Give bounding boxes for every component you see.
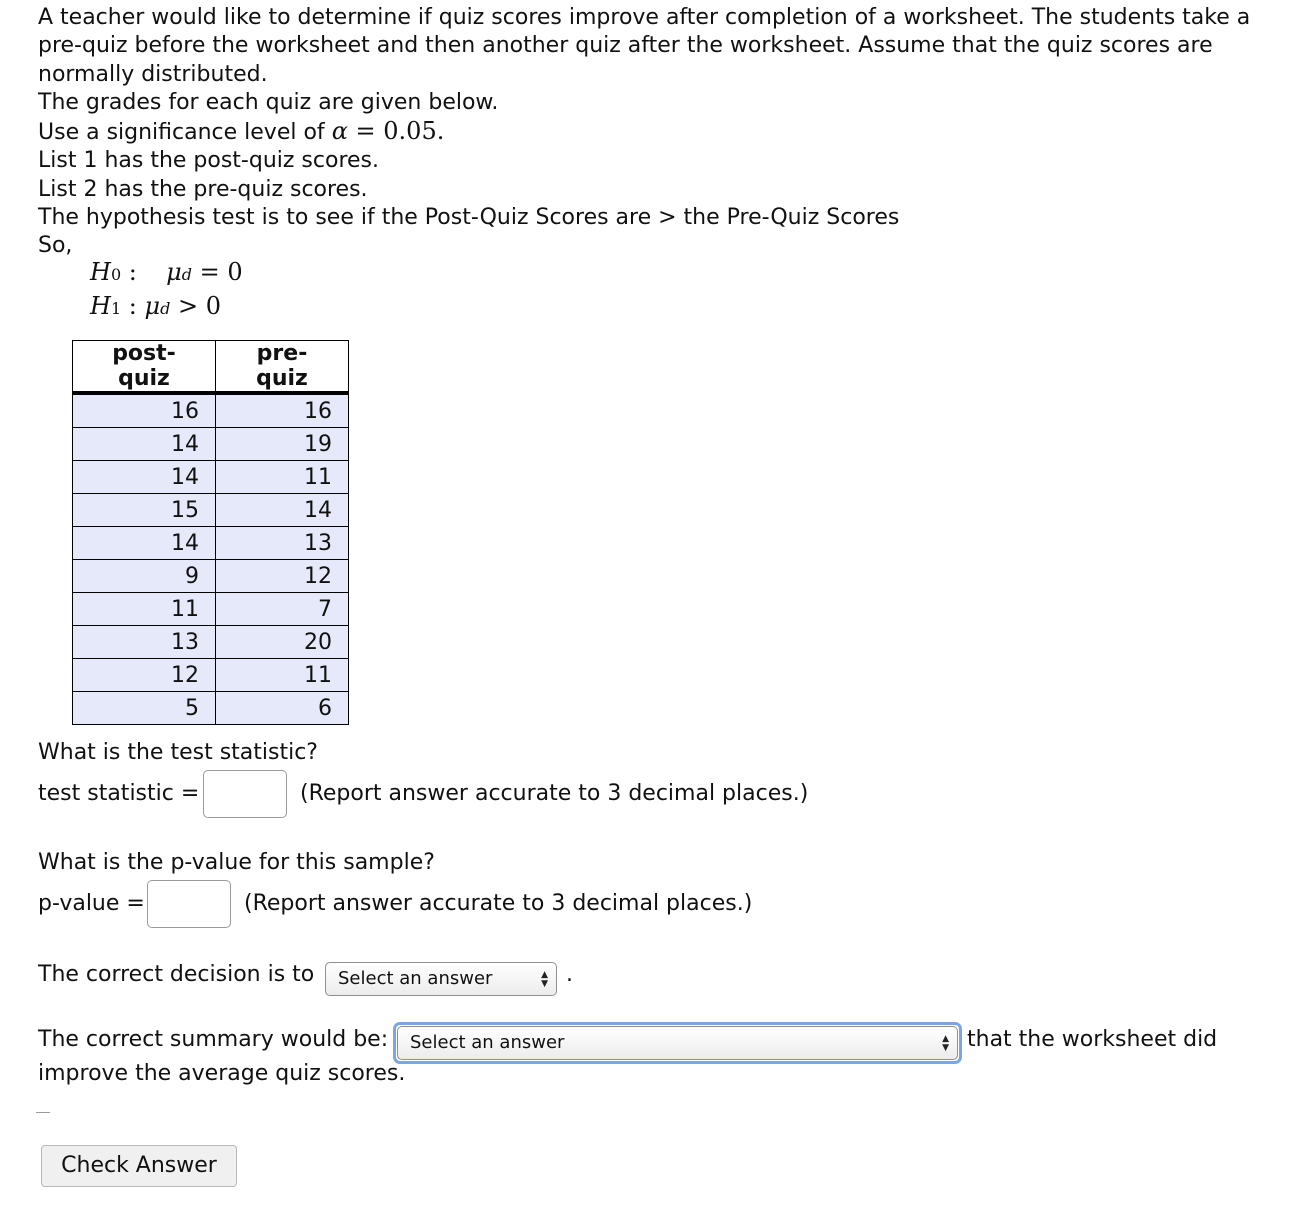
- p-value-input[interactable]: [147, 880, 231, 928]
- problem-statement: [38, 4, 1288, 261]
- alpha-equals: =: [347, 117, 384, 146]
- h1-symbol: H: [90, 292, 111, 320]
- so-text: So,: [38, 233, 73, 259]
- h1-relation: > 0: [170, 292, 221, 320]
- test-statistic-question: What is the test statistic?: [38, 740, 318, 765]
- h0-relation: = 0: [191, 258, 243, 286]
- scores-table: [72, 340, 349, 725]
- h0-mu-subscript: d: [181, 265, 192, 284]
- significance-line: [38, 117, 1288, 147]
- intro-text: A teacher would like to determine if quiz scores improve after completion of a worksheet. The students take a pre-quiz before the worksheet and then another quiz after the worksheet. Assume that the quiz scores are normally distributed.: [38, 5, 1251, 87]
- table-row: [73, 692, 349, 725]
- alpha-period: .: [436, 117, 445, 146]
- h1-mu: μ: [144, 292, 161, 320]
- h1-subscript: 1: [110, 299, 122, 318]
- h1-colon: :: [121, 292, 145, 320]
- decision-select[interactable]: [325, 962, 557, 996]
- post-quiz-cell: 5: [73, 692, 216, 725]
- post-quiz-cell: 14: [73, 428, 216, 461]
- post-quiz-cell: 14: [73, 461, 216, 494]
- pre-quiz-cell: 14: [216, 494, 349, 527]
- decision-prefix: The correct decision is to: [38, 962, 315, 987]
- table-row: [73, 593, 349, 626]
- h0-colon: :: [121, 258, 145, 286]
- post-quiz-cell: 12: [73, 659, 216, 692]
- alpha-value: 0.05: [383, 117, 437, 146]
- pre-quiz-cell: 11: [216, 659, 349, 692]
- pre-quiz-cell: 11: [216, 461, 349, 494]
- post-quiz-cell: 14: [73, 527, 216, 560]
- post-quiz-cell: 15: [73, 494, 216, 527]
- h0-symbol: H: [90, 258, 111, 286]
- decision-suffix: .: [566, 962, 573, 987]
- post-quiz-cell: 9: [73, 560, 216, 593]
- table-row: [73, 527, 349, 560]
- p-value-hint: (Report answer accurate to 3 decimal places.): [244, 891, 753, 916]
- table-row: [73, 626, 349, 659]
- h0-subscript: 0: [110, 265, 122, 284]
- table-row: [73, 494, 349, 527]
- table-row: [73, 659, 349, 692]
- table-header-row: [73, 341, 349, 394]
- post-quiz-cell: 13: [73, 626, 216, 659]
- pre-quiz-cell: 19: [216, 428, 349, 461]
- test-statistic-hint: (Report answer accurate to 3 decimal places.): [300, 781, 809, 806]
- pre-quiz-cell: 16: [216, 393, 349, 428]
- p-value-question: What is the p-value for this sample?: [38, 850, 435, 875]
- significance-label: Use a significance level of: [38, 120, 325, 146]
- table-row: [73, 461, 349, 494]
- p-value-label: p-value =: [38, 891, 145, 916]
- test-statistic-input[interactable]: [203, 770, 287, 818]
- updown-chevron-icon: ▲ ▼: [541, 970, 548, 989]
- table-row: [73, 428, 349, 461]
- divider-mark: [36, 1112, 50, 1113]
- grades-text: The grades for each quiz are given below.: [38, 89, 499, 115]
- list1-text: List 1 has the post-quiz scores.: [38, 148, 379, 174]
- check-answer-button[interactable]: Check Answer: [41, 1145, 237, 1187]
- pre-quiz-cell: 7: [216, 593, 349, 626]
- list2-text: List 2 has the pre-quiz scores.: [38, 176, 368, 202]
- summary-suffix-a: that the worksheet did: [967, 1027, 1218, 1052]
- test-statistic-label: test statistic =: [38, 781, 200, 806]
- summary-prefix: The correct summary would be:: [38, 1027, 389, 1052]
- summary-suffix-b: improve the average quiz scores.: [38, 1061, 406, 1086]
- post-quiz-cell: 16: [73, 393, 216, 428]
- hypothesis-description: The hypothesis test is to see if the Post-Quiz Scores are > the Pre-Quiz Scores: [38, 205, 900, 231]
- table-row: [73, 560, 349, 593]
- updown-chevron-icon: ▲ ▼: [942, 1034, 949, 1053]
- header-pre-quiz: pre-quiz: [216, 341, 349, 394]
- alternative-hypothesis: [90, 292, 221, 320]
- alpha-symbol: α: [331, 117, 348, 146]
- pre-quiz-cell: 20: [216, 626, 349, 659]
- post-quiz-cell: 11: [73, 593, 216, 626]
- pre-quiz-cell: 13: [216, 527, 349, 560]
- h1-mu-subscript: d: [160, 299, 171, 318]
- table-row: [73, 393, 349, 428]
- pre-quiz-cell: 12: [216, 560, 349, 593]
- summary-select-value: Select an answer: [410, 1032, 565, 1053]
- null-hypothesis: [90, 258, 243, 286]
- header-post-quiz: post-quiz: [73, 341, 216, 394]
- h0-mu: μ: [166, 258, 182, 286]
- pre-quiz-cell: 6: [216, 692, 349, 725]
- summary-select[interactable]: [397, 1026, 958, 1060]
- decision-select-value: Select an answer: [338, 968, 493, 989]
- alpha-expression: [332, 117, 445, 145]
